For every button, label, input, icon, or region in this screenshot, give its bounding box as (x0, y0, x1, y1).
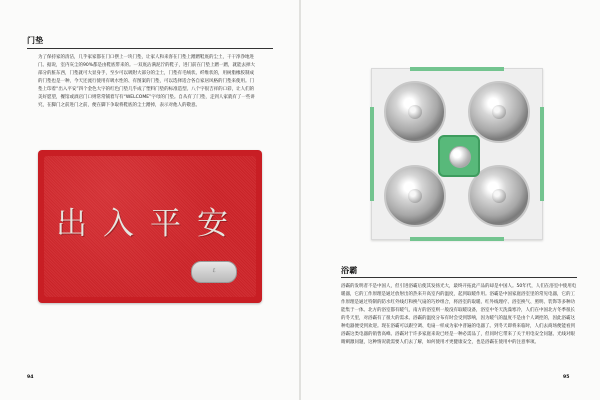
right-page (301, 0, 600, 400)
doormat-text: 出入平安 (56, 206, 244, 242)
heat-lamp-2 (468, 81, 530, 143)
green-side-top (410, 67, 504, 71)
page-number-right: 95 (563, 375, 570, 380)
heading-rule (341, 277, 577, 278)
doormat-surface (44, 156, 256, 297)
center-fan-light (438, 135, 480, 177)
heading-rule (27, 48, 273, 49)
heat-lamp-1 (384, 81, 446, 143)
heat-lamp-3 (384, 165, 446, 227)
doormat-badge (191, 261, 237, 283)
green-side-right (540, 107, 544, 201)
bath-heater-paragraph: 浴霸的发明者不是中国人，但引进浴霸后使其发扬光大，最终开拓此产品的却是中国人。50年代，人们在浴室中使用电暖器，它的工作原理是通过放射出的热来升高室内的温度，起到取暖作用。浴霸是中国家庭浴室里的常见电器，它的工作原理是通过特制的防水红外线灯和换气扇的巧妙组合，将浴室的取暖、红外线理疗、浴室换气、照明、装饰等多种功能集于一体。北方的浴室都有暖气，南方的浴室则一般没有取暖设备，浴室中冬天洗澡寒冷，人们在中国北方冬季很长的冬天里，对浴霸有了很大的需求。浴霸的温度分布有时会受到影响，因为暖气的温度不是由个人调控的，因此浴霸这种电器便受到欢迎。现在浴霸可以跟空调、电扇一样成为家中普遍的电器了。到冬天即将来临时，人们去商场便能看到浴霸这类电器的销售高峰。浴霸对于许多家庭来说已经是一种必需品了，但同时它带来了关于用电安全问题、光线对眼睛刺激问题，这种情况就需要人们去了解，如何使用才更健康安全，也是浴霸在使用中的注意事项。 (341, 284, 577, 345)
section-heading-doormat: 门垫 (27, 36, 44, 45)
green-side-bottom (410, 237, 504, 241)
doormat-photo (38, 150, 262, 303)
doormat-paragraph: 为了保持家的清洁，几乎家家都在门口摆上一块门垫，让家人和来客在门垫上蹭蹭鞋底的尘土，干干净净地进门。据说，室内灰尘的90%都是由鞋底带来的。一双底沾满泥泞的鞋子，进门前在门垫上蹭一蹭，就能去掉大部分的脏东西，门垫就可大显身手，至少可以吸附大部分的尘土，门垫有毛绒状、纤维状的，用树脂橡胶制成的门垫也是一种，今天还流行使用有吸水性的、有图案的门垫，可以选择适合各自家居风格的门垫来使用。门垫上印着“出入平安”四个金色大字的红色门垫几乎成了塑料门垫的标准造型。八个字很吉祥的口彩，让人们的美好愿望，餐馆或酒店门口则常常铺着写有“WELCOME”字母的门垫。自从有了门垫，走到人家就有了一些讲究，在脚门之前进门之前，便在脚下争取将鞋底的尘土蹭掉，表示对他人的敬意。 (38, 55, 255, 108)
green-side-left (370, 107, 374, 201)
left-page (0, 0, 299, 400)
page-number-left: 94 (27, 375, 34, 380)
section-heading-bath-heater: 浴霸 (341, 266, 358, 275)
bath-heater-photo (371, 68, 543, 240)
badge-text: ℰ (212, 268, 216, 274)
